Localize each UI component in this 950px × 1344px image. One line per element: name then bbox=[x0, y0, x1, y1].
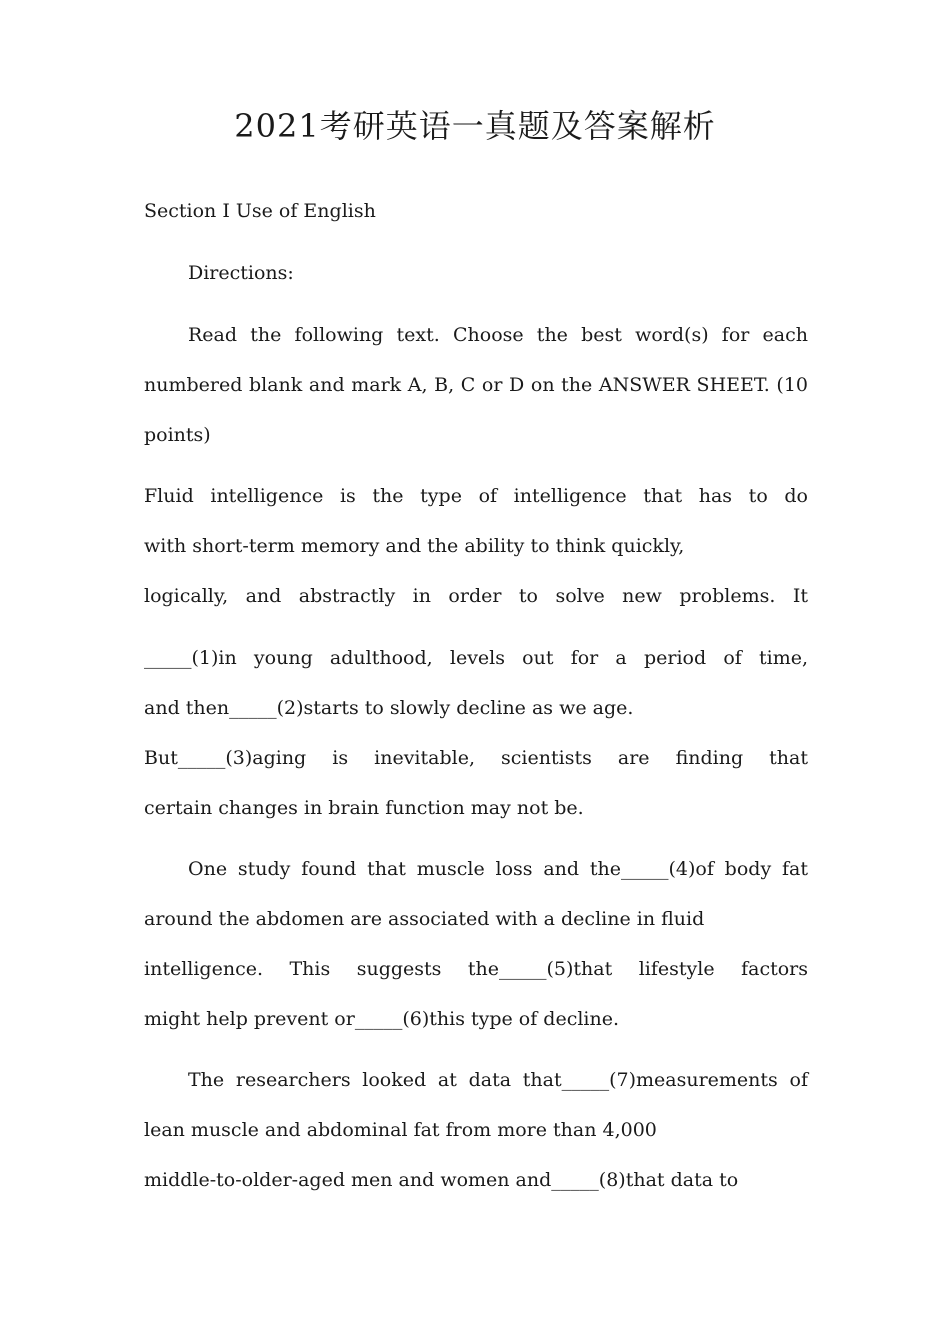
section-heading-text: Section I Use of English bbox=[144, 200, 376, 222]
directions-line: numbered blank and mark A, B, C or D on the ANSWER SHEET. (10 bbox=[144, 374, 808, 396]
directions-label bbox=[144, 248, 808, 298]
directions-line: points) bbox=[144, 424, 211, 446]
directions-paragraph bbox=[144, 310, 808, 460]
paragraph-line: But_____(3)aging is inevitable, scientists are finding that bbox=[144, 747, 808, 769]
paragraph-fluid-intelligence bbox=[144, 471, 808, 621]
directions-label-text: Directions: bbox=[188, 262, 294, 284]
paragraph-line: might help prevent or_____(6)this type of decline. bbox=[144, 1008, 620, 1030]
directions-line: Read the following text. Choose the best word(s) for each bbox=[188, 324, 808, 346]
paragraph-line: with short-term memory and the ability to think quickly, bbox=[144, 535, 685, 557]
paragraph-line: logically, and abstractly in order to solve new problems. It bbox=[144, 585, 808, 607]
paragraph-line: and then_____(2)starts to slowly decline as we age. bbox=[144, 697, 634, 719]
paragraph-line: One study found that muscle loss and the_____(4)of body fat bbox=[188, 858, 808, 880]
paragraph-blanks-1-3 bbox=[144, 633, 808, 833]
paragraph-line: intelligence. This suggests the_____(5)that lifestyle factors bbox=[144, 958, 808, 980]
paragraph-blanks-7-8 bbox=[144, 1055, 808, 1205]
paragraph-blanks-4-6 bbox=[144, 844, 808, 1044]
paragraph-line: _____(1)in young adulthood, levels out for a period of time, bbox=[144, 647, 808, 669]
paragraph-line: The researchers looked at data that_____(7)measurements of bbox=[188, 1069, 808, 1091]
section-heading bbox=[144, 186, 808, 236]
paragraph-line: around the abdomen are associated with a decline in fluid bbox=[144, 908, 705, 930]
paragraph-line: middle-to-older-aged men and women and_____(8)that data to bbox=[144, 1169, 739, 1191]
paragraph-line: Fluid intelligence is the type of intelligence that has to do bbox=[144, 485, 808, 507]
document-title: 2021考研英语一真题及答案解析 bbox=[234, 107, 716, 145]
paragraph-line: lean muscle and abdominal fat from more than 4,000 bbox=[144, 1119, 657, 1141]
paragraph-line: certain changes in brain function may not be. bbox=[144, 797, 584, 819]
